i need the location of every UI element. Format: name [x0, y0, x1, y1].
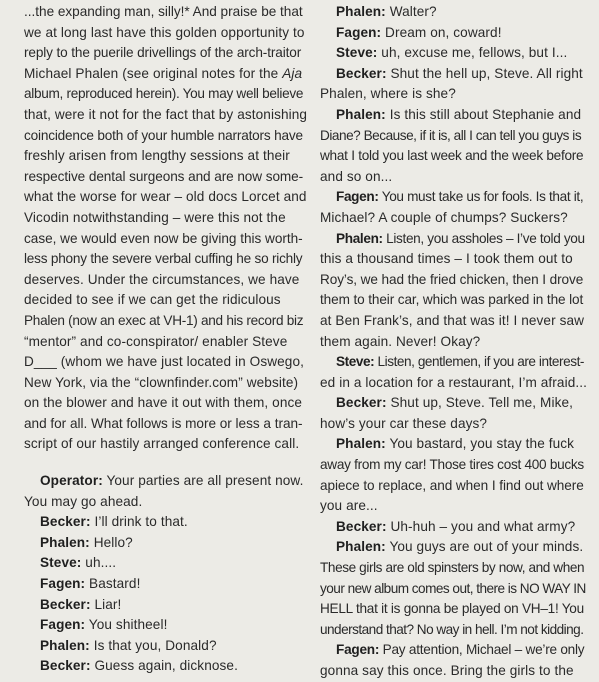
dialogue-line: [320, 270, 588, 291]
right-column: [320, 0, 588, 682]
dialogue-turn: [24, 595, 307, 616]
dialogue-text: Guess again, dicknose.: [90, 658, 238, 674]
speaker-name: Phalen:: [336, 436, 386, 452]
dialogue-text: Your parties are all present now.: [102, 473, 304, 489]
dialogue-line: [320, 229, 588, 250]
dialogue-text: gonna say this once. Bring the girls to the: [320, 663, 574, 678]
dialogue-turn: [320, 187, 588, 228]
dialogue-turn: [24, 533, 307, 554]
narrative-line: New York, via the “clownfinder.com” website): [24, 374, 299, 390]
dialogue-line: [320, 455, 588, 476]
speaker-name: Phalen:: [40, 637, 90, 653]
dialogue-text: uh, excuse me, fellows, but I...: [377, 45, 568, 61]
narrative-line: we at long last have this golden opportunity to: [24, 24, 305, 40]
narrative-line: decided to see if we can get the ridiculous: [24, 292, 281, 308]
narrative-line: what the worse for wear – old docs Lorcet and: [24, 189, 307, 205]
dialogue-line: [24, 533, 307, 554]
speaker-name: Steve:: [40, 555, 82, 571]
dialogue-line: [320, 579, 588, 600]
dialogue-turn: [320, 640, 588, 681]
dialogue-text: Bastard!: [85, 576, 141, 592]
narrative-line: album, reproduced herein). You may well believe: [24, 86, 304, 102]
speaker-name: Becker:: [40, 514, 91, 530]
dialogue-line: [24, 471, 307, 492]
narrative-line: less phony the severe verbal cuffing he so richly: [24, 251, 303, 267]
dialogue-text: Liar!: [90, 596, 122, 612]
dialogue-text: understand that? No way in hell. I’m not kidding.: [320, 621, 584, 637]
right-dialogue: [320, 2, 588, 682]
dialogue-text: Listen, you assholes – I’ve told you: [382, 230, 585, 246]
narrative-line: freshly arisen from lengthy sessions at their: [24, 148, 290, 164]
speaker-name: Fagen:: [336, 189, 379, 205]
dialogue-line: [320, 599, 588, 620]
narrative-line: “mentor” and co-conspirator/ enabler Steve: [24, 333, 288, 349]
dialogue-text: Walter?: [385, 4, 437, 19]
dialogue-turn: [320, 434, 588, 516]
speaker-name: Phalen:: [336, 230, 383, 246]
dialogue-text: apiece to replace, and when I find out where: [320, 477, 584, 493]
dialogue-turn: [320, 43, 588, 64]
dialogue-line: [320, 105, 588, 126]
dialogue-text: them to their car, which was parked in the lot: [320, 292, 584, 308]
dialogue-text: Phalen, where is she?: [320, 86, 456, 102]
dialogue-text: Pay attention, Michael – we’re only: [379, 642, 585, 658]
dialogue-line: [24, 656, 307, 677]
left-column: [24, 0, 307, 677]
dialogue-line: [320, 249, 588, 270]
dialogue-turn: [24, 471, 307, 512]
dialogue-turn: [24, 636, 307, 657]
dialogue-text: Uh-huh – you and what army?: [386, 518, 576, 534]
dialogue-text: and so on...: [320, 168, 393, 184]
dialogue-turn: [320, 23, 588, 44]
dialogue-text: HELL that it is gonna be played on VH–1! You: [320, 601, 584, 617]
dialogue-turn: [320, 393, 588, 434]
narrative-line: ...the expanding man, silly!* And praise be that: [24, 4, 303, 19]
speaker-name: Becker:: [336, 518, 387, 534]
dialogue-text: Is this still about Stephanie and: [385, 106, 582, 122]
dialogue-line: [320, 352, 588, 373]
dialogue-text: Hello?: [89, 534, 133, 550]
speaker-name: Fagen:: [40, 576, 86, 592]
dialogue-text: Is that you, Donald?: [89, 637, 217, 653]
dialogue-turn: [320, 537, 588, 640]
album-title: Aja: [282, 65, 303, 81]
dialogue-text: You guys are out of your minds.: [385, 539, 584, 555]
narrative-line: reply to the puerile drivellings of the arch-traitor: [24, 45, 302, 61]
speaker-name: Becker:: [336, 395, 387, 411]
dialogue-line: [320, 43, 588, 64]
speaker-name: Phalen:: [336, 106, 386, 122]
dialogue-line: [320, 126, 588, 147]
dialogue-turn: [320, 517, 588, 538]
dialogue-line: [24, 512, 307, 533]
dialogue-line: [320, 146, 588, 167]
dialogue-turn: [24, 512, 307, 533]
dialogue-text: this a thousand times – I took them out to: [320, 251, 573, 267]
speaker-name: Phalen:: [336, 539, 386, 555]
dialogue-line: [24, 574, 307, 595]
dialogue-line: [320, 332, 588, 353]
dialogue-line: [24, 636, 307, 657]
dialogue-line: [24, 553, 307, 574]
dialogue-text: These girls are old spinsters by now, and when: [320, 560, 585, 576]
dialogue-text: I’ll drink to that.: [90, 514, 188, 530]
narrative-line: that, were it not for the fact that by astonishing: [24, 106, 308, 122]
left-dialogue: [24, 471, 307, 677]
dialogue-line: [320, 558, 588, 579]
dialogue-line: [320, 208, 588, 229]
dialogue-line: [320, 517, 588, 538]
speaker-name: Becker:: [336, 65, 387, 81]
narrative-line: Phalen (now an exec at VH-1) and his record biz: [24, 312, 304, 328]
dialogue-text: away from my car! Those tires cost 400 bucks: [320, 457, 584, 473]
dialogue-text: Shut up, Steve. Tell me, Mike,: [386, 395, 574, 411]
dialogue-line: [320, 311, 588, 332]
narrative-line: and for all. What follows is more or less a tran-: [24, 415, 303, 431]
dialogue-text: how’s your car these days?: [320, 415, 488, 431]
dialogue-text: You shitheel!: [85, 617, 168, 633]
dialogue-text: You bastard, you stay the fuck: [385, 436, 575, 452]
dialogue-text: Shut the hell up, Steve. All right: [386, 65, 583, 81]
dialogue-turn: [320, 229, 588, 353]
dialogue-text: at Ben Frank’s, and that was it! I never saw: [320, 312, 585, 328]
speaker-name: Fagen:: [336, 642, 380, 658]
speaker-name: Phalen:: [336, 4, 386, 19]
dialogue-line: [320, 2, 588, 23]
narrative-line: Vicodin notwithstanding – were this not the: [24, 209, 286, 225]
narrative-line: Michael Phalen (see original notes for the Aja: [24, 65, 303, 81]
dialogue-text: You may go ahead.: [24, 493, 143, 509]
dialogue-line: [320, 661, 588, 682]
narrative-line: script of our hastily arranged conference call.: [24, 436, 300, 452]
dialogue-line: [320, 434, 588, 455]
dialogue-text: them again. Never! Okay?: [320, 333, 481, 349]
dialogue-turn: [24, 553, 307, 574]
narrative-line: on the blower and have it out with them, once: [24, 395, 303, 411]
speaker-name: Steve:: [336, 354, 375, 370]
dialogue-turn: [320, 64, 588, 105]
dialogue-line: [24, 615, 307, 636]
dialogue-text: Listen, gentlemen, if you are interest-: [374, 354, 585, 370]
dialogue-line: [320, 167, 588, 188]
dialogue-line: [320, 476, 588, 497]
dialogue-turn: [320, 2, 588, 23]
speaker-name: Becker:: [40, 658, 91, 674]
dialogue-line: [320, 373, 588, 394]
dialogue-turn: [320, 352, 588, 393]
dialogue-text: your new album comes out, there is NO WAY IN: [320, 580, 586, 596]
dialogue-line: [320, 537, 588, 558]
dialogue-text: uh....: [81, 555, 117, 571]
dialogue-text: Roy’s, we had the fried chicken, then I drove: [320, 271, 584, 287]
dialogue-line: [320, 640, 588, 661]
narrative-line: respective dental surgeons and are now some-: [24, 168, 304, 184]
narrative-line: D___ (whom we have just located in Oswego,: [24, 354, 304, 370]
speaker-name: Fagen:: [40, 617, 86, 633]
dialogue-line: [320, 496, 588, 517]
dialogue-text: You must take us for fools. Is that it,: [378, 189, 584, 205]
dialogue-text: Dream on, coward!: [381, 24, 502, 40]
speaker-name: Becker:: [40, 596, 91, 612]
dialogue-line: [320, 23, 588, 44]
dialogue-line: [320, 64, 588, 85]
narrative-line: case, we would even now be giving this worth-: [24, 230, 303, 246]
dialogue-line: [320, 84, 588, 105]
dialogue-line: [24, 595, 307, 616]
speaker-name: Steve:: [336, 45, 378, 61]
dialogue-turn: [24, 574, 307, 595]
dialogue-text: ed in a location for a restaurant, I’m afraid...: [320, 374, 587, 390]
speaker-name: Phalen:: [40, 534, 90, 550]
dialogue-text: Michael? A couple of chumps? Suckers?: [320, 209, 568, 225]
dialogue-line: [24, 492, 307, 513]
dialogue-turn: [24, 615, 307, 636]
dialogue-line: [320, 620, 588, 641]
dialogue-turn: [320, 105, 588, 187]
dialogue-line: [320, 414, 588, 435]
narrative-line: deserves. Under the circumstances, we have: [24, 271, 300, 287]
dialogue-line: [320, 290, 588, 311]
speaker-name: Fagen:: [336, 24, 382, 40]
dialogue-line: [320, 187, 588, 208]
narrative-line: coincidence both of your humble narrators have: [24, 127, 303, 143]
dialogue-text: you are...: [320, 498, 378, 514]
narrative-paragraph: [24, 2, 307, 455]
dialogue-turn: [24, 656, 307, 677]
dialogue-text: Diane? Because, if it is, all I can tell you guys is: [320, 127, 582, 143]
dialogue-line: [320, 393, 588, 414]
speaker-name: Operator:: [40, 473, 103, 489]
dialogue-text: what I told you last week and the week before: [320, 148, 584, 164]
